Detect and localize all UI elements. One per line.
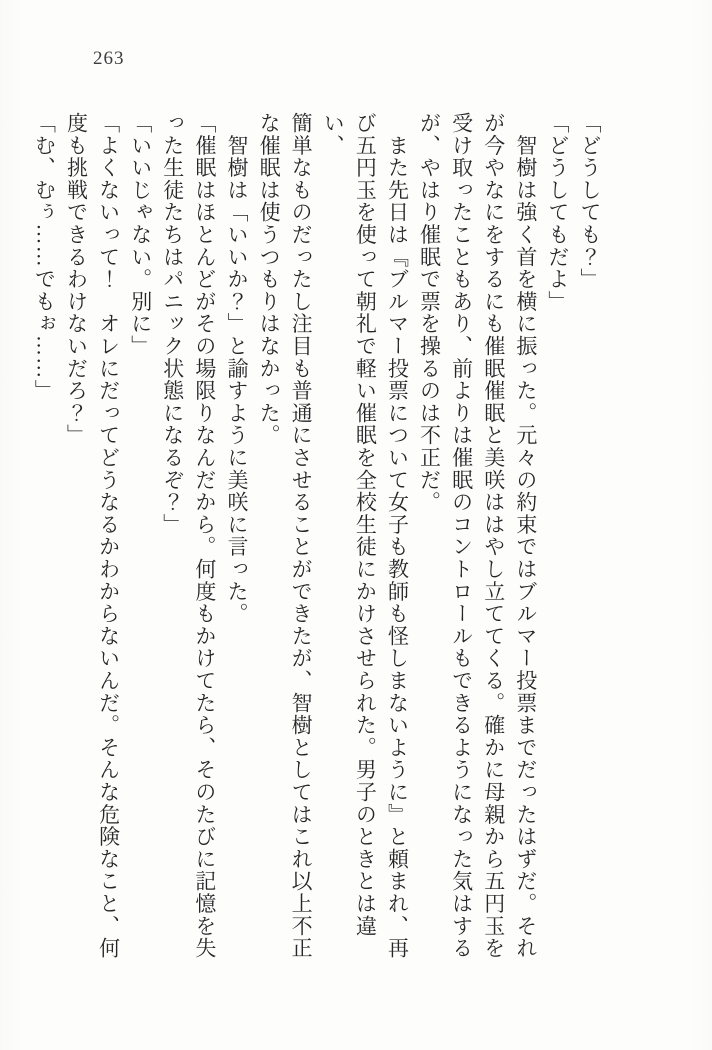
text-column: が、やはり催眠で票を操るのは不正だ。: [417, 112, 442, 514]
vertical-text-block: [32, 112, 606, 964]
text-column: が今やなにをするにも催眠催眠と美咲ははやし立ててくる。確かに母親から五円玉を: [481, 112, 506, 960]
text-column: 智樹は「いいか？」と諭すように美咲に言った。: [224, 112, 249, 625]
text-column: 受け取ったこともあり、前よりは催眠のコントロールもできるようになった気はする: [449, 112, 474, 960]
text-column: 「どうしてもだよ」: [545, 112, 570, 313]
text-column: また先日は『ブルマー投票について女子も教師も怪しまないように』と頼まれ、再: [385, 112, 410, 960]
text-column: 「どうしても？」: [578, 112, 602, 291]
text-column: 「いいじゃない。別に」: [128, 112, 153, 358]
page-number: 263: [93, 48, 125, 69]
text-column: 「催眠はほとんどがその場限りなんだから。何度もかけてたら、そのたびに記憶を失: [192, 112, 217, 960]
text-column: な催眠は使うつもりはなかった。: [257, 112, 282, 447]
text-column: った生徒たちはパニック状態になるぞ？」: [160, 112, 185, 536]
text-column: 簡単なものだったし注目も普通にさせることができたが、智樹としてはこれ以上不正: [289, 112, 314, 960]
text-column: 「む、むぅ……でもぉ……」: [32, 112, 57, 402]
text-column: 智樹は強く首を横に振った。元々の約束ではブルマー投票までだったはずだ。それ: [513, 112, 538, 960]
text-column: び五円玉を使って朝礼で軽い催眠を全校生徒にかけさせられた。男子のときとは違い、: [321, 112, 378, 938]
text-column: 「よくないって！ オレにだってどうなるかわからないんだ。そんな危険なこと、何: [96, 112, 121, 960]
text-column: 度も挑戦できるわけないだろ？」: [64, 112, 89, 447]
